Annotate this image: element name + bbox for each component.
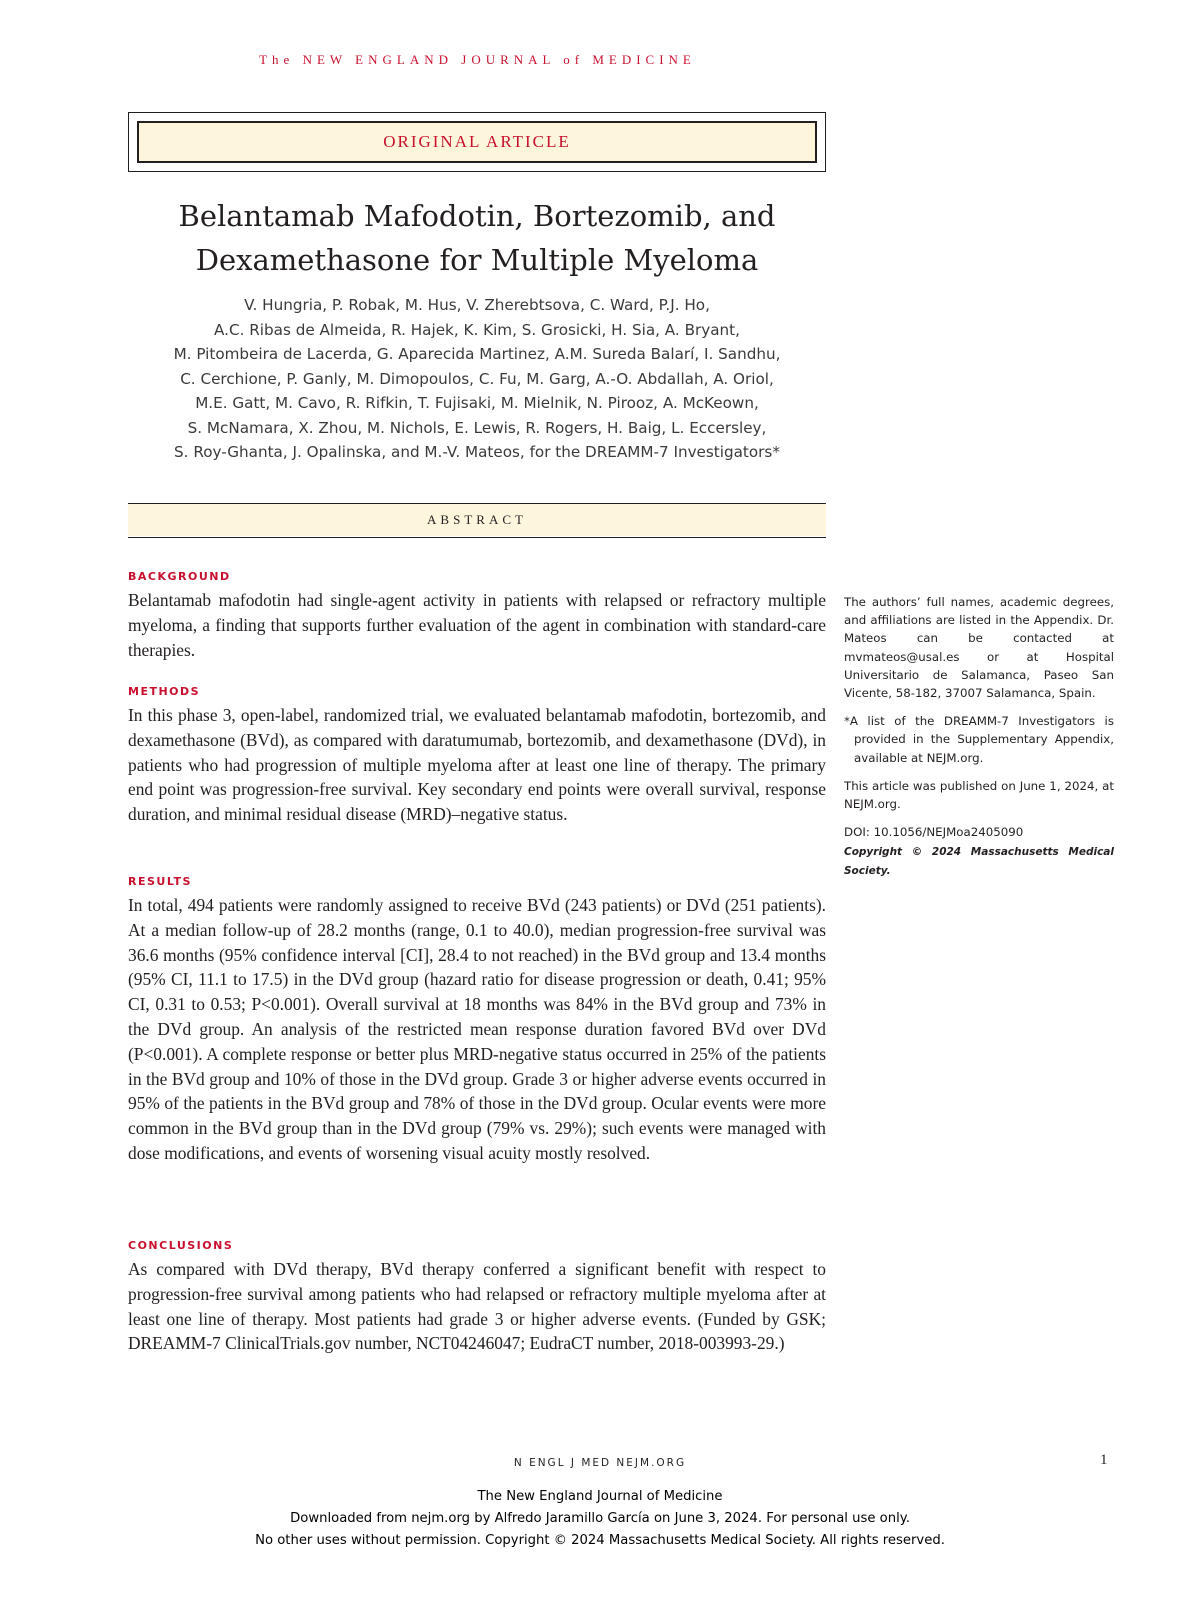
author-line: V. Hungria, P. Robak, M. Hus, V. Zherebtsova, C. Ward, P.J. Ho, (244, 296, 710, 314)
author-line: C. Cerchione, P. Ganly, M. Dimopoulos, C. Fu, M. Garg, A.-O. Abdallah, A. Oriol, (180, 369, 774, 388)
abstract-bottom-rule (128, 537, 826, 538)
author-line: S. Roy-Ghanta, J. Opalinska, and M.-V. Mateos, for the DREAMM-7 Investigators* (174, 443, 780, 461)
article-title (128, 194, 826, 282)
investigators-note: *A list of the DREAMM-7 Investigators is provided in the Supplementary Appendix, available at NEJM.org. (844, 714, 1114, 765)
publication-note: This article was published on June 1, 2024, at NEJM.org. (844, 778, 1114, 812)
background-heading: BACKGROUND (128, 570, 231, 583)
results-heading: RESULTS (128, 875, 192, 888)
author-line: M.E. Gatt, M. Cavo, R. Rifkin, T. Fujisaki, M. Mielnik, N. Pirooz, A. McKeown, (195, 394, 759, 412)
author-line: A.C. Ribas de Almeida, R. Hajek, K. Kim, S. Grosicki, H. Sia, A. Bryant, (214, 320, 740, 339)
author-line: M. Pitombeira de Lacerda, G. Aparecida Martinez, A.M. Sureda Balarí, I. Sandhu, (173, 345, 781, 363)
author-list (128, 293, 826, 465)
results-body: In total, 494 patients were randomly assigned to receive BVd (243 patients) or DVd (251 patients). At a median follow-up of 28.2 months (range, 0.1 to 40.0), median progression-free survival was 36.6 months (95% confidence interval [CI], 28.4 to not reached) in the BVd group and 13.4 months (95% CI, 11.1 to 17.5) in the DVd group (hazard ratio for disease progression or death, 0.41; 95% CI, 0.31 to 0.53; P<0.001). Overall survival at 18 months was 84% in the BVd group and 73% in the DVd group. An analysis of the restricted mean response duration favored BVd over DVd (P<0.001). A complete response or better plus MRD-negative status occurred in 25% of the patients in the BVd group and 10% of those in the DVd group. Grade 3 or higher adverse events occurred in 95% of the patients in the BVd group and 78% of those in the DVd group. Ocular events were more common in the BVd group than in the DVd group (79% vs. 29%); such events were managed with dose modifications, and events of worsening visual acuity mostly resolved. (128, 895, 826, 1163)
journal-header: The NEW ENGLAND JOURNAL of MEDICINE (259, 52, 696, 67)
copyright-note: Copyright © 2024 Massachusetts Medical Society. (844, 846, 1114, 877)
abstract-label: ABSTRACT (128, 504, 826, 536)
article-type-label: ORIGINAL ARTICLE (137, 121, 817, 163)
article-title-line-2: Dexamethasone for Multiple Myeloma (195, 243, 759, 277)
doi-link[interactable]: DOI: 10.1056/NEJMoa2405090 (844, 825, 1024, 840)
page-number: 1 (1100, 1452, 1108, 1468)
article-type-frame (128, 112, 826, 172)
download-notice-line: Downloaded from nejm.org by Alfredo Jaramillo García on June 3, 2024. For personal use only. (290, 1511, 910, 1526)
conclusions-section (128, 1239, 826, 1356)
sidebar-notes (844, 593, 1114, 890)
conclusions-body: As compared with DVd therapy, BVd therapy conferred a significant benefit with respect to progression-free survival among patients who had relapsed or refractory multiple myeloma after at least one line of therapy. Most patients had grade 3 or higher adverse events. (Funded by GSK; DREAMM-7 ClinicalTrials.gov number, NCT04246047; EudraCT number, 2018-003993-29.) (128, 1259, 826, 1354)
conclusions-heading: CONCLUSIONS (128, 1239, 234, 1252)
download-notice-line: The New England Journal of Medicine (477, 1489, 723, 1504)
download-notice-line: No other uses without permission. Copyright © 2024 Massachusetts Medical Society. All rights reserved. (255, 1533, 945, 1548)
methods-section (128, 685, 826, 827)
download-notice (0, 1486, 1200, 1552)
affiliations-note: The authors’ full names, academic degrees, and affiliations are listed in the Appendix. Dr. Mateos can be contacted at mvmateos@usal.es or at Hospital Universitario de Salamanca, Paseo San Vicente, 58-182, 37007 Salamanca, Spain. (844, 595, 1114, 701)
article-title-line-1: Belantamab Mafodotin, Bortezomib, and (178, 199, 776, 233)
footer-journal-line: N ENGL J MED NEJM.ORG (513, 1457, 687, 1469)
methods-body: In this phase 3, open-label, randomized trial, we evaluated belantamab mafodotin, bortezomib, and dexamethasone (BVd), as compared with daratumumab, bortezomib, and dexamethasone (DVd), in patients who had progression of multiple myeloma after at least one line of therapy. The primary end point was progression-free survival. Key secondary end points were overall survival, response duration, and minimal residual disease (MRD)–negative status. (128, 705, 826, 825)
results-section (128, 875, 826, 1166)
background-section (128, 570, 826, 662)
methods-heading: METHODS (128, 685, 201, 698)
author-line: S. McNamara, X. Zhou, M. Nichols, E. Lewis, R. Rogers, H. Baig, L. Eccersley, (187, 418, 767, 437)
background-body: Belantamab mafodotin had single-agent activity in patients with relapsed or refractory multiple myeloma, a finding that supports further evaluation of the agent in combination with standard-care therapies. (128, 590, 826, 660)
